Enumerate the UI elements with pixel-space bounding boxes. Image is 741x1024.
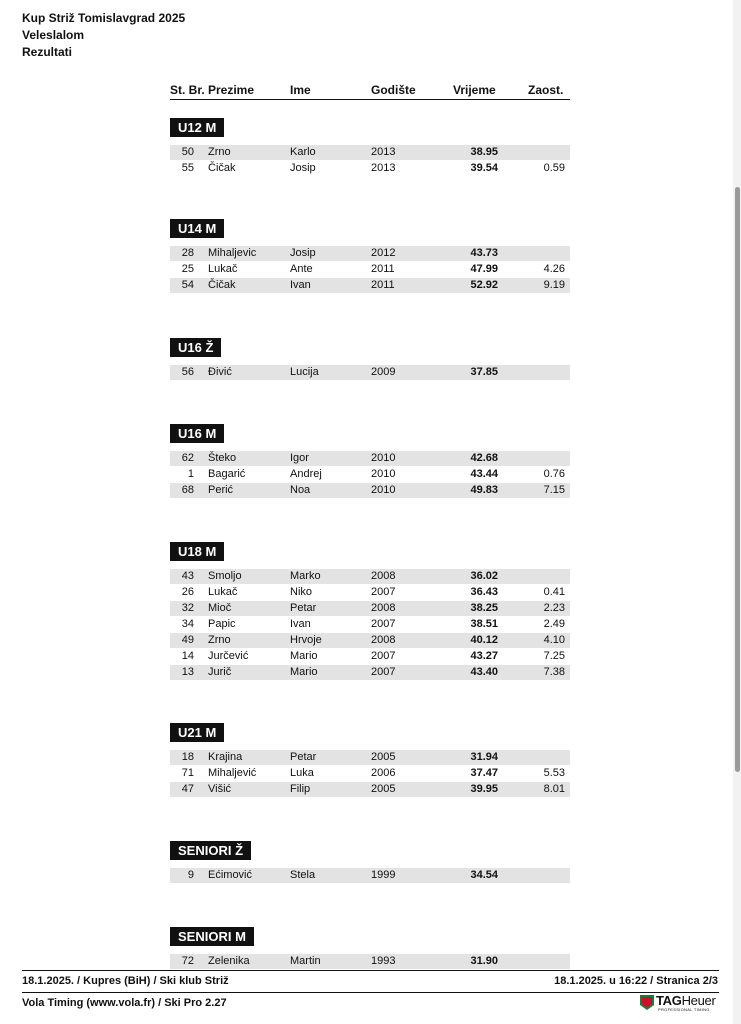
cell-gap: 4.26 xyxy=(543,263,565,275)
cell-name: Niko xyxy=(290,586,313,598)
cell-year: 2010 xyxy=(371,452,396,464)
cell-gap: 9.19 xyxy=(543,279,565,291)
cell-num: 14 xyxy=(181,650,194,662)
cell-year: 2009 xyxy=(371,366,396,378)
cell-name: Petar xyxy=(290,751,317,763)
category-label: SENIORI Ž xyxy=(170,841,251,860)
cell-surname: Đivić xyxy=(208,366,232,378)
cell-num: 56 xyxy=(181,366,194,378)
cell-name: Ivan xyxy=(290,618,311,630)
cell-surname: Jurič xyxy=(208,666,232,678)
event-title: Kup Striž Tomislavgrad 2025 xyxy=(22,11,186,25)
column-year: Godište xyxy=(371,83,416,97)
result-row xyxy=(170,766,570,781)
cell-gap: 2.23 xyxy=(543,602,565,614)
cell-surname: Čičak xyxy=(208,279,236,291)
cell-surname: Perić xyxy=(208,484,234,496)
cell-num: 26 xyxy=(181,586,194,598)
cell-time: 36.43 xyxy=(470,586,498,598)
cell-gap: 7.38 xyxy=(543,666,565,678)
cell-surname: Smoljo xyxy=(208,570,242,582)
cell-year: 2005 xyxy=(371,783,396,795)
cell-num: 54 xyxy=(181,279,194,291)
tag-heuer-subtitle: PROFESSIONAL TIMING xyxy=(658,1007,710,1012)
cell-year: 1999 xyxy=(371,869,396,881)
cell-surname: Mihaljević xyxy=(208,767,257,779)
cell-year: 2013 xyxy=(371,146,396,158)
cell-time: 43.44 xyxy=(470,468,498,480)
cell-name: Filip xyxy=(290,783,311,795)
cell-name: Martin xyxy=(290,955,321,967)
cell-time: 43.27 xyxy=(470,650,498,662)
results-title: Rezultati xyxy=(22,45,73,59)
cell-num: 50 xyxy=(181,146,194,158)
scrollbar-thumb[interactable] xyxy=(735,187,740,772)
cell-time: 31.90 xyxy=(470,955,498,967)
cell-name: Petar xyxy=(290,602,317,614)
cell-num: 18 xyxy=(181,751,194,763)
result-row xyxy=(170,954,570,969)
cell-num: 68 xyxy=(181,484,194,496)
cell-num: 47 xyxy=(181,783,194,795)
column-surname: Prezime xyxy=(208,83,255,97)
tag-word: TAG xyxy=(656,993,682,1008)
tag-shield-icon xyxy=(640,995,654,1010)
cell-time: 36.02 xyxy=(470,570,498,582)
category-label: SENIORI M xyxy=(170,927,254,946)
result-row xyxy=(170,262,570,277)
timing-credit: Vola Timing (www.vola.fr) / Ski Pro 2.27 xyxy=(22,997,227,1009)
result-row xyxy=(170,161,570,176)
result-row xyxy=(170,782,570,797)
cell-time: 34.54 xyxy=(470,869,498,881)
cell-year: 2007 xyxy=(371,666,396,678)
cell-year: 2008 xyxy=(371,602,396,614)
result-row xyxy=(170,585,570,600)
cell-surname: Čičak xyxy=(208,162,236,174)
cell-time: 31.94 xyxy=(470,751,498,763)
result-row xyxy=(170,365,570,380)
cell-name: Igor xyxy=(290,452,309,464)
cell-name: Andrej xyxy=(290,468,322,480)
cell-surname: Zelenika xyxy=(208,955,250,967)
category-label: U18 M xyxy=(170,542,224,561)
column-name: Ime xyxy=(290,83,311,97)
cell-name: Noa xyxy=(290,484,311,496)
heuer-word: Heuer xyxy=(681,993,716,1008)
column-gap: Zaost. xyxy=(528,83,564,97)
cell-name: Hrvoje xyxy=(290,634,322,646)
cell-surname: Zrno xyxy=(208,634,231,646)
cell-num: 71 xyxy=(181,767,194,779)
footer-divider-bottom xyxy=(22,992,719,993)
cell-surname: Lukač xyxy=(208,586,238,598)
cell-name: Mario xyxy=(290,650,318,662)
cell-year: 2008 xyxy=(371,570,396,582)
cell-year: 2013 xyxy=(371,162,396,174)
cell-year: 2011 xyxy=(371,263,395,275)
category-label: U21 M xyxy=(170,723,224,742)
cell-year: 2007 xyxy=(371,650,396,662)
cell-time: 38.51 xyxy=(470,618,498,630)
cell-surname: Šteko xyxy=(208,452,237,464)
cell-year: 2007 xyxy=(371,586,396,598)
cell-name: Josip xyxy=(290,162,316,174)
cell-time: 52.92 xyxy=(470,279,498,291)
document-header xyxy=(22,10,185,61)
cell-surname: Ećimović xyxy=(208,869,253,881)
cell-year: 2008 xyxy=(371,634,396,646)
cell-num: 43 xyxy=(181,570,194,582)
cell-surname: Papic xyxy=(208,618,236,630)
cell-name: Josip xyxy=(290,247,316,259)
cell-surname: Višić xyxy=(208,783,232,795)
cell-name: Luka xyxy=(290,767,314,779)
category-label: U12 M xyxy=(170,118,224,137)
tag-heuer-wordmark xyxy=(656,993,716,1008)
scrollbar-track[interactable] xyxy=(733,0,741,1024)
result-row xyxy=(170,246,570,261)
cell-time: 37.85 xyxy=(470,366,498,378)
result-row xyxy=(170,750,570,765)
result-row xyxy=(170,868,570,883)
cell-num: 72 xyxy=(181,955,194,967)
result-row xyxy=(170,649,570,664)
column-start-number: St. Br. xyxy=(170,83,205,97)
cell-time: 43.40 xyxy=(470,666,498,678)
cell-name: Karlo xyxy=(290,146,316,158)
cell-surname: Bagarić xyxy=(208,468,246,480)
cell-gap: 2.49 xyxy=(543,618,565,630)
cell-time: 38.25 xyxy=(470,602,498,614)
cell-surname: Lukač xyxy=(208,263,238,275)
cell-time: 39.54 xyxy=(470,162,498,174)
cell-surname: Krajina xyxy=(208,751,243,763)
cell-time: 39.95 xyxy=(470,783,498,795)
cell-name: Ante xyxy=(290,263,313,275)
result-row xyxy=(170,483,570,498)
cell-name: Lucija xyxy=(290,366,319,378)
cell-time: 43.73 xyxy=(470,247,498,259)
result-row xyxy=(170,569,570,584)
cell-num: 62 xyxy=(181,452,194,464)
footer-event-info: 18.1.2025. / Kupres (BiH) / Ski klub Striž xyxy=(22,975,229,987)
cell-gap: 0.76 xyxy=(543,468,565,480)
cell-num: 13 xyxy=(181,666,194,678)
cell-num: 34 xyxy=(181,618,194,630)
cell-gap: 7.15 xyxy=(543,484,565,496)
cell-gap: 4.10 xyxy=(543,634,565,646)
cell-gap: 8.01 xyxy=(543,783,565,795)
cell-surname: Zrno xyxy=(208,146,231,158)
cell-surname: Mihaljevic xyxy=(208,247,257,259)
category-label: U16 Ž xyxy=(170,338,221,357)
footer-divider-top xyxy=(22,970,719,971)
cell-num: 55 xyxy=(181,162,194,174)
result-row xyxy=(170,278,570,293)
cell-time: 40.12 xyxy=(470,634,498,646)
cell-gap: 0.41 xyxy=(543,586,565,598)
result-row xyxy=(170,467,570,482)
tag-heuer-logo xyxy=(640,993,722,1015)
cell-time: 37.47 xyxy=(470,767,498,779)
discipline-title: Veleslalom xyxy=(22,28,85,42)
cell-name: Ivan xyxy=(290,279,311,291)
cell-time: 47.99 xyxy=(470,263,498,275)
footer-page-info: 18.1.2025. u 16:22 / Stranica 2/3 xyxy=(554,975,718,987)
cell-year: 2006 xyxy=(371,767,396,779)
result-row xyxy=(170,601,570,616)
result-row xyxy=(170,617,570,632)
cell-year: 2011 xyxy=(371,279,395,291)
cell-num: 28 xyxy=(181,247,194,259)
cell-num: 9 xyxy=(187,869,194,881)
cell-year: 1993 xyxy=(371,955,396,967)
cell-time: 38.95 xyxy=(470,146,498,158)
cell-gap: 5.53 xyxy=(543,767,565,779)
cell-year: 2012 xyxy=(371,247,396,259)
cell-year: 2007 xyxy=(371,618,396,630)
cell-num: 25 xyxy=(181,263,194,275)
cell-time: 49.83 xyxy=(470,484,498,496)
cell-gap: 0.59 xyxy=(543,162,565,174)
cell-surname: Jurčević xyxy=(208,650,249,662)
category-label: U14 M xyxy=(170,219,224,238)
cell-name: Mario xyxy=(290,666,318,678)
cell-year: 2010 xyxy=(371,468,396,480)
cell-num: 32 xyxy=(181,602,194,614)
cell-num: 49 xyxy=(181,634,194,646)
cell-year: 2005 xyxy=(371,751,396,763)
cell-num: 1 xyxy=(187,468,194,480)
cell-name: Stela xyxy=(290,869,316,881)
column-time: Vrijeme xyxy=(453,83,496,97)
result-row xyxy=(170,451,570,466)
result-row xyxy=(170,633,570,648)
category-label: U16 M xyxy=(170,424,224,443)
result-row xyxy=(170,145,570,160)
cell-surname: Mioč xyxy=(208,602,232,614)
results-column-header xyxy=(170,83,570,100)
cell-name: Marko xyxy=(290,570,321,582)
result-row xyxy=(170,665,570,680)
cell-gap: 7.25 xyxy=(543,650,565,662)
cell-year: 2010 xyxy=(371,484,396,496)
cell-time: 42.68 xyxy=(470,452,498,464)
